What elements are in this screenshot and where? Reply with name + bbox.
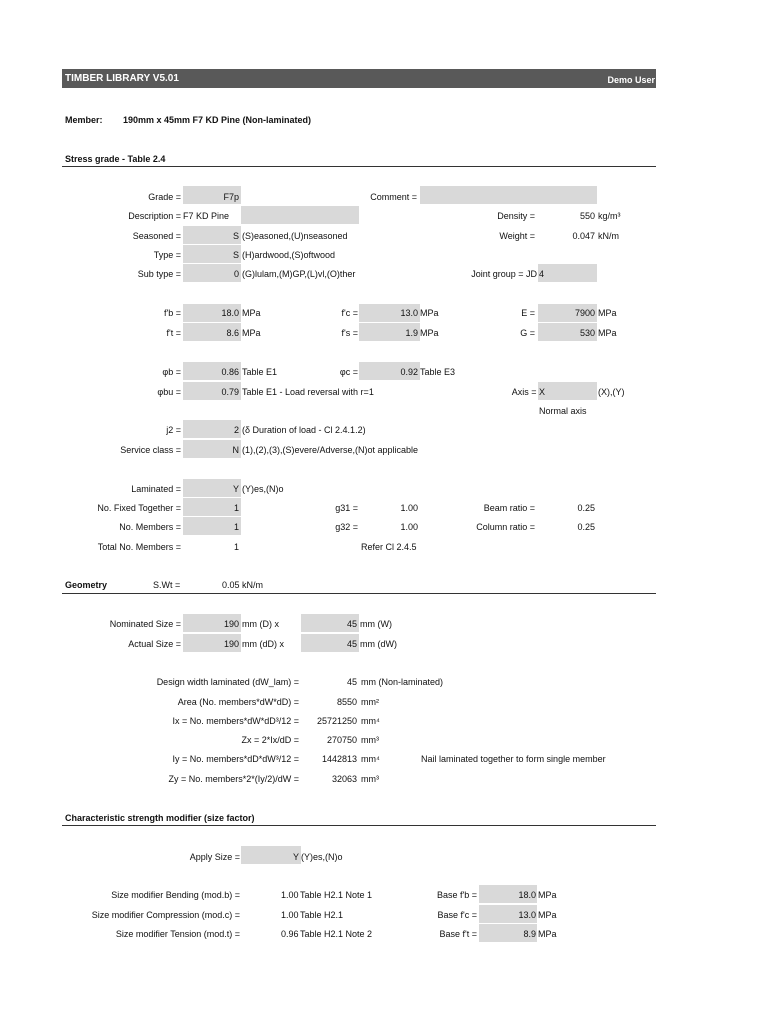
ft-unit: MPa: [242, 328, 261, 338]
base-ft-value: 8.9: [523, 929, 536, 939]
fs-value: 1.9: [405, 328, 418, 338]
axis-cell[interactable]: [538, 382, 597, 400]
type-label: Type =: [153, 250, 181, 260]
area-unit: mm²: [361, 697, 379, 707]
g-label: G =: [520, 328, 535, 338]
fixed-together-value: 1: [233, 503, 239, 513]
fs-label: f's =: [341, 328, 358, 338]
size-bending-value: 1.00: [281, 890, 299, 900]
density-value: 550: [579, 211, 595, 221]
design-width-label: Design width laminated (dW_lam) =: [156, 677, 299, 687]
g31-value: 1.00: [400, 503, 418, 513]
swt-value: 0.05 kN/m: [222, 580, 264, 590]
iy-label: Iy = No. members*dD*dW³/12 =: [172, 754, 299, 764]
base-fc-label: Base f'c =: [437, 910, 477, 920]
laminated-label: Laminated =: [131, 484, 181, 494]
zy-value: 32063: [331, 774, 357, 784]
actual-depth-unit: mm (dD) x: [242, 639, 284, 649]
pb-label: φb =: [162, 367, 181, 377]
fc-value: 13.0: [400, 308, 418, 318]
pbu-label: φbu =: [157, 387, 181, 397]
total-members-label: Total No. Members =: [97, 542, 181, 552]
g32-value: 1.00: [400, 522, 418, 532]
beam-ratio-label: Beam ratio =: [483, 503, 535, 513]
base-fb-value: 18.0: [518, 890, 536, 900]
density-label: Density =: [497, 211, 535, 221]
j2-label: j2 =: [166, 425, 181, 435]
e-unit: MPa: [598, 308, 617, 318]
actual-width-unit: mm (dW): [360, 639, 397, 649]
actual-depth-value: 190: [223, 639, 239, 649]
subtype-cell[interactable]: [183, 264, 241, 282]
nominated-width-value: 45: [346, 619, 357, 629]
area-label: Area (No. members*dW*dD) =: [177, 697, 299, 707]
swt-label: S.Wt =: [153, 580, 181, 590]
pc-note: Table E3: [420, 367, 456, 377]
service-class-note: (1),(2),(3),(S)evere/Adverse,(N)ot applicable: [242, 445, 419, 455]
comment-label: Comment =: [370, 192, 417, 202]
weight-unit: kN/m: [598, 231, 619, 241]
stress-rule: [62, 166, 656, 167]
comment-cell[interactable]: [420, 186, 597, 204]
description-cell[interactable]: [241, 206, 359, 224]
geometry-rule: [62, 593, 656, 594]
fb-value: 18.0: [221, 308, 239, 318]
iy-value: 1442813: [321, 754, 357, 764]
nominated-depth-value: 190: [223, 619, 239, 629]
design-width-value: 45: [346, 677, 357, 687]
service-class-label: Service class =: [120, 445, 181, 455]
description-label: Description =: [128, 211, 181, 221]
laminated-value: Y: [232, 484, 239, 494]
size-tension-value: 0.96: [281, 929, 299, 939]
zx-unit: mm³: [361, 735, 379, 745]
size-compression-value: 1.00: [281, 910, 299, 920]
seasoned-label: Seasoned =: [132, 231, 181, 241]
seasoned-note: (S)easoned,(U)nseasoned: [242, 231, 348, 241]
beam-ratio-value: 0.25: [577, 503, 595, 513]
size-bending-label: Size modifier Bending (mod.b) =: [111, 890, 240, 900]
description-value: F7 KD Pine: [183, 211, 230, 221]
pb-note: Table E1: [242, 367, 278, 377]
zx-label: Zx = 2*Ix/dD =: [241, 735, 299, 745]
fc-label: f'c =: [341, 308, 358, 318]
subtype-note: (G)lulam,(M)GP,(L)vl,(O)ther: [242, 269, 356, 279]
size-compression-note: Table H2.1: [300, 910, 344, 920]
subtype-value: 0: [233, 269, 239, 279]
no-members-cell[interactable]: [183, 517, 241, 535]
size-bending-note: Table H2.1 Note 1: [300, 890, 373, 900]
type-note: (H)ardwood,(S)oftwood: [242, 250, 336, 260]
column-ratio-value: 0.25: [577, 522, 595, 532]
stress-heading: Stress grade - Table 2.4: [65, 154, 166, 164]
grade-label: Grade =: [148, 192, 181, 202]
refer-note: Refer Cl 2.4.5: [361, 542, 417, 552]
geometry-heading: Geometry: [65, 580, 108, 590]
fb-unit: MPa: [242, 308, 261, 318]
no-members-label: No. Members =: [119, 522, 181, 532]
joint-group-label: Joint group = JD: [471, 269, 537, 279]
fixed-together-cell[interactable]: [183, 498, 241, 516]
base-ft-label: Base f't =: [439, 929, 477, 939]
apply-size-value: Y: [292, 852, 299, 862]
actual-size-label: Actual Size =: [128, 639, 181, 649]
base-ft-unit: MPa: [538, 929, 557, 939]
joint-group-value: 4: [539, 269, 545, 279]
base-fc-unit: MPa: [538, 910, 557, 920]
nominated-depth-unit: mm (D) x: [242, 619, 279, 629]
g-unit: MPa: [598, 328, 617, 338]
ix-value: 25721250: [316, 716, 357, 726]
size-tension-note: Table H2.1 Note 2: [300, 929, 373, 939]
app-title: TIMBER LIBRARY V5.01: [65, 73, 179, 84]
g32-label: g32 =: [335, 522, 358, 532]
j2-cell[interactable]: [183, 420, 241, 438]
member-value: 190mm x 45mm F7 KD Pine (Non-laminated): [123, 115, 312, 125]
weight-label: Weight =: [499, 231, 535, 241]
fixed-together-label: No. Fixed Together =: [97, 503, 181, 513]
base-fb-label: Base f'b =: [437, 890, 477, 900]
joint-group-cell[interactable]: [538, 264, 597, 282]
g31-label: g31 =: [335, 503, 358, 513]
fb-label: f'b =: [164, 308, 181, 318]
no-members-value: 1: [233, 522, 239, 532]
e-value: 7900: [574, 308, 595, 318]
service-class-value: N: [232, 445, 239, 455]
j2-value: 2: [233, 425, 239, 435]
seasoned-value: S: [232, 231, 239, 241]
area-value: 8550: [336, 697, 357, 707]
type-value: S: [232, 250, 239, 260]
base-fc-value: 13.0: [518, 910, 536, 920]
e-label: E =: [521, 308, 535, 318]
ix-label: Ix = No. members*dW*dD³/12 =: [172, 716, 299, 726]
total-members-value: 1: [233, 542, 239, 552]
size-factor-rule: [62, 825, 656, 826]
zx-value: 270750: [326, 735, 357, 745]
ix-unit: mm⁴: [361, 716, 380, 726]
iy-unit: mm⁴: [361, 754, 380, 764]
actual-width-value: 45: [346, 639, 357, 649]
density-unit: kg/m³: [598, 211, 621, 221]
size-compression-label: Size modifier Compression (mod.c) =: [91, 910, 240, 920]
axis-note: (X),(Y): [598, 387, 625, 397]
fs-unit: MPa: [420, 328, 439, 338]
apply-size-label: Apply Size =: [189, 852, 240, 862]
subtype-label: Sub type =: [137, 269, 181, 279]
nominated-width-unit: mm (W): [360, 619, 392, 629]
grade-value: F7p: [223, 192, 239, 202]
pbu-value: 0.79: [221, 387, 239, 397]
size-factor-heading: Characteristic strength modifier (size factor): [65, 813, 255, 823]
axis-sub-note: Normal axis: [539, 406, 587, 416]
nominated-size-label: Nominated Size =: [109, 619, 181, 629]
design-width-unit: mm (Non-laminated): [361, 677, 444, 687]
fc-unit: MPa: [420, 308, 439, 318]
j2-note: (δ Duration of load - Cl 2.4.1.2): [242, 425, 366, 435]
axis-label: Axis = X: [511, 387, 545, 397]
pbu-note: Table E1 - Load reversal with r=1: [242, 387, 374, 397]
ft-value: 8.6: [226, 328, 239, 338]
laminated-note: (Y)es,(N)o: [242, 484, 284, 494]
pc-label: φc =: [339, 367, 358, 377]
user-name: Demo User: [607, 75, 655, 85]
size-tension-label: Size modifier Tension (mod.t) =: [115, 929, 240, 939]
zy-label: Zy = No. members*2*(Iy/2)/dW =: [168, 774, 299, 784]
ft-label: f't =: [166, 328, 181, 338]
column-ratio-label: Column ratio =: [476, 522, 535, 532]
g-value: 530: [579, 328, 595, 338]
pc-value: 0.92: [400, 367, 418, 377]
base-fb-unit: MPa: [538, 890, 557, 900]
apply-size-note: (Y)es,(N)o: [301, 852, 343, 862]
member-label: Member:: [65, 115, 103, 125]
zy-unit: mm³: [361, 774, 379, 784]
pb-value: 0.86: [221, 367, 239, 377]
iy-note: Nail laminated together to form single member: [421, 754, 606, 764]
weight-value: 0.047: [572, 231, 595, 241]
